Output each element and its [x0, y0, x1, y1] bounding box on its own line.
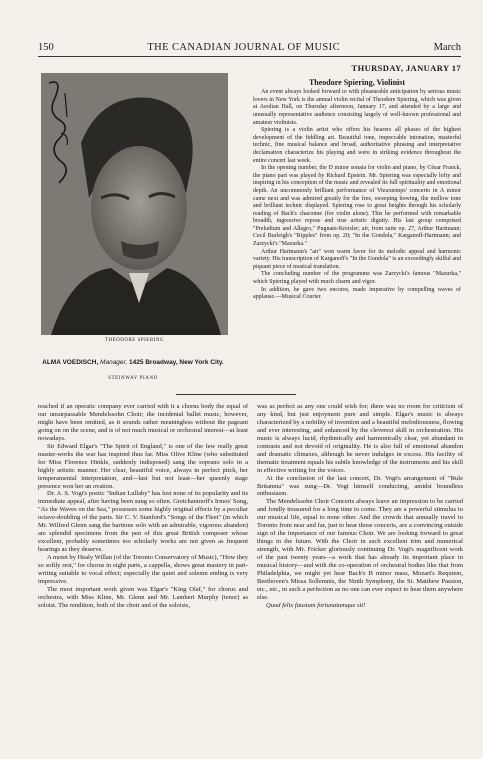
article-paragraph: In addition, he gave two encores, made imperative by compelling waves of applause.—Musical Courier. [253, 286, 461, 301]
column-paragraph: The Mendelssohn Choir Concerts always leave an impression to be carried and fondly treasured for a long time to come. They are a powerful stimulus to our musical life, equal to none other. And the crowds that annually travel to Toronto from near and far, just to hear those concerts, are a convincing outside sign of the importance of our famous Choir. We are looking forward to great things in the future. With the Choir in such excellent trim and numerical strength, with Mr. Fricker gloriously continuing Dr. Vogt's magnificent work of the past twenty years—a work that has already its important place in musical history—and with the co-operation of orchestral bodies like that from Philadelphia, we might yet hear Bach's B minor mass, Mozart's Requiem, Beethoven's Missa Sollemnis, the Ninth Symphony, the St. Matthew Passion, etc., etc., in such a perfection as no one can ever expect to hear them anywhere else. [257, 498, 463, 601]
right-text-column [257, 403, 463, 610]
column-paragraph: The most important work given was Elgar's "King Olaf," for chorus and orchestra, with Miss Kline, Mr. Glenn and Mr. Lambert Murphy (tenor) as soloist. The rendition, both of the choir and of the soloists, [38, 585, 248, 609]
page-header [38, 40, 461, 54]
issue-month: March [433, 41, 461, 53]
article-date: THURSDAY, JANUARY 17 [351, 63, 461, 73]
article-paragraph: In the opening number, the D minor sonata for violin and piano, by César Franck, the piano part was played by Richard Epstein. Mr. Spiering was especially lofty and inspiring in his conception of the music and revealed its full spirituality and emotional depth. An uncommonly brilliant performance of Vieuxtemps' concerto in A minor came next and was admired greatly for the free, sweeping bowing, the mellow tone and brilliant technic displayed. Spiering rose to great heights through his scholarly reading of Bach's chaconne (for violin alone). This he performed with remarkable breadth, ingressive repose and true artistic dignity. His last group comprised "Preludium and Allegro," Pugnani-Kreisler; air, from suite op. 27, Arthur Hartmann; Cecil Burleigh's "Ripples" from op. 20; "In the Gondola," Karganoff-Hartmann; and Zarzycki's "Mazurka." [253, 165, 461, 248]
column-paragraph: A motet by Healy Willan (of the Toronto Conservatory of Music), "How they so softly rest," for chorus in eight parts, a cappella, shows great mastery in part-writing suitable to vocal effect; especially the quiet and solemn ending is very impressive. [38, 554, 248, 585]
closing-line: Quod felix faustum fortunatumque sit! [266, 601, 366, 609]
article-paragraph: An event always looked forward to with pleasurable anticipation by serious music lovers in New York is the annual violin recital of Theodore Spiering, which was given at Aeolian Hall, on Thursday afternoon, January 17, and attended by a large and unusually representative audience consisting largely of well-known professional and amateur violinists. [253, 89, 461, 126]
column-paragraph: reached if an operatic company ever carried with it a chorus body the equal of our unsurpassable Mendelssohn Choir; the incidental ballet music, however, might have been omitted, as it sounds rather meaningless without the pageant going on on the scene, and is of not much musical or orchestral interest—at least nowadays. [38, 403, 248, 442]
article-headline: Theodore Spiering, Violinist [308, 77, 406, 87]
column-paragraph: was as perfect as any one could wish for; there was no room for criticism of any kind, but just enjoyment pure and simple. Elgar's music is always characterized by a nobility of invention and a beautiful melodiousness, flowing and ever interesting, and enhanced by the cleverest skill in orchestration. His music is always lucid, rhythmically and harmonically clear, yet abundant in contrasts and not devoid of originality. He is also full of emotional abandon and dramatic climaxes, although he never indulges in excess. His facility of thematic treatment equals his subtle knowledge of the instruments and his skill in effective writing for the voices. [257, 403, 463, 474]
left-text-column [38, 403, 248, 610]
page-number: 150 [38, 41, 54, 53]
manager-name: ALMA VOEDISCH, [42, 359, 99, 366]
article-paragraph: Arthur Hartmann's "air" won warm favor for its melodic appeal and harmonic variety. His transcription of Karganoff's "In the Gondola" is an exceedingly skilful and piquant piece of musical translation. [253, 248, 461, 270]
column-paragraph: Sir Edward Elgar's "The Spirit of England," is one of the few really great master-works the war has inspired thus far. Miss Olive Kline (who substituted for Miss Florence Hinkle, suddenly indisposed) sang the soprano solo in a highly artistic manner. Her clear, beautiful voice, always in perfect pitch, her temperamental interpretation, and—last but not least—her queenly stage presence won her an ovation. [38, 442, 248, 490]
manager-role: Manager, [100, 359, 128, 366]
piano-credit: STEINWAY PIANO [108, 376, 158, 381]
signature-graphic [41, 73, 77, 193]
article-paragraph: The concluding number of the programme was Zarzycki's famous "Mazurka," which Spiering played with much charm and vigor. [253, 271, 461, 286]
header-rule [38, 56, 461, 57]
portrait-photo [41, 73, 228, 335]
column-paragraph: At the conclusion of the last concert, Dr. Vogt's arrangement of "Rule Britannia" was sung—Dr. Vogt himself conducting, amidst boundless enthusiasm. [257, 474, 463, 498]
photo-caption: THEODORE SPIERING [104, 338, 165, 343]
manager-address: 1425 Broadway, New York City. [128, 359, 224, 366]
manager-line [38, 359, 228, 366]
review-article [253, 65, 461, 302]
journal-title: THE CANADIAN JOURNAL OF MUSIC [147, 41, 340, 53]
column-paragraph: Dr. A. S. Vogt's poetic "Indian Lullaby" has lost none of its popularity and its immediate appeal, after having been sung so often. Gretchaninoff's Irmos' Song, "As the Waves on the Sea," possesses some highly original effects by a peculiar octave-doubling of the parts. Sir C. V. Stanford's "Songs of the Fleet" (in which Mr. Wilfred Glenn sang the baritone solo with an admirable, vigorous abandon) are splendid specimens from the pen of this great British composer whose excellent, probably sometimes too scholarly works are not given as frequent hearings as they deserve. [38, 490, 248, 554]
article-paragraph: Spiering is a violin artist who offers his hearers all phases of the highest development of the fiddling art. Beautiful tone, impeccable intonation, masterful technic, fine musical balance and broad, authoritative phrasing and interpretative declamation characterize his playing and were in striking evidence throughout the entire concert last week. [253, 127, 461, 164]
section-divider [176, 394, 296, 395]
